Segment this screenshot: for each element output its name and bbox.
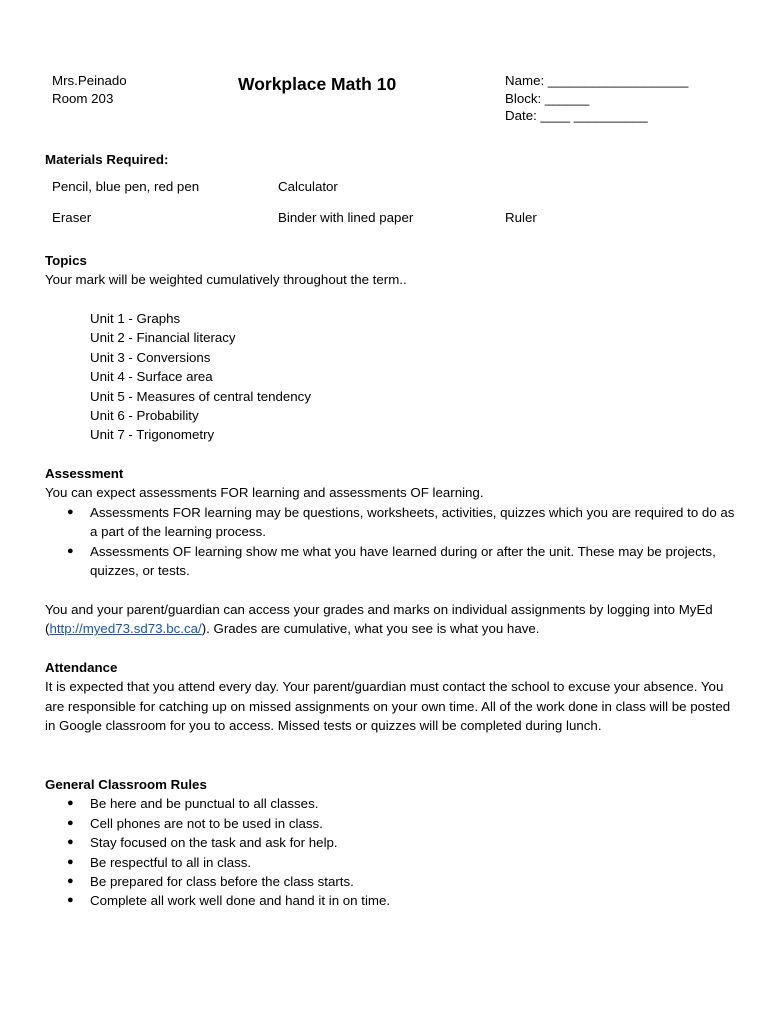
bullet-text: Assessments OF learning show me what you have learned during or after the unit. These may be projects, quizzes, or tests. xyxy=(90,543,716,579)
page-title: Workplace Math 10 xyxy=(238,74,397,94)
attendance-text: It is expected that you attend every day. Your parent/guardian must contact the school to excuse your absence. You are responsible for catching up on missed assignments on your own time. All of the work done in class will be posted in Google classroom for you to access. Missed tests or quizzes will be completed during lunch. xyxy=(45,679,731,734)
rule-text: Cell phones are not to be used in class. xyxy=(90,815,323,831)
materials-table xyxy=(52,177,752,239)
bullet-icon: ● xyxy=(67,816,74,829)
topics-section xyxy=(45,251,735,290)
teacher-name: Mrs.Peinado xyxy=(52,73,127,88)
assessment-section xyxy=(45,464,735,580)
list-item xyxy=(45,794,735,813)
unit-list xyxy=(90,309,311,445)
block-line: Block: ______ xyxy=(505,90,590,106)
teacher-info xyxy=(52,72,127,107)
bullet-icon: ● xyxy=(67,544,74,557)
rules-section xyxy=(45,775,735,911)
bullet-icon: ● xyxy=(67,505,74,518)
assessment-heading: Assessment xyxy=(45,466,124,481)
materials-heading: Materials Required: xyxy=(45,152,169,167)
list-item: Unit 3 - Conversions xyxy=(90,349,211,365)
list-item: Unit 1 - Graphs xyxy=(90,311,181,326)
materials-row xyxy=(52,208,752,239)
rule-text: Complete all work well done and hand it in on time. xyxy=(90,893,391,909)
bullet-icon: ● xyxy=(67,797,74,810)
rule-text: Be here and be punctual to all classes. xyxy=(90,796,319,812)
rule-text: Be respectful to all in class. xyxy=(90,854,252,870)
student-info xyxy=(505,72,688,125)
myed-link[interactable]: http://myed73.sd73.bc.ca/ xyxy=(49,621,202,637)
materials-cell: Ruler xyxy=(505,210,537,225)
grades-paragraph xyxy=(45,600,735,639)
list-item: Unit 4 - Surface area xyxy=(90,369,213,385)
topics-heading: Topics xyxy=(45,253,87,268)
name-line: Name: ___________________ xyxy=(505,73,689,88)
list-item xyxy=(45,853,735,872)
list-item xyxy=(45,872,735,891)
rules-heading: General Classroom Rules xyxy=(45,777,207,792)
grades-text-before: You and your parent/guardian can access your grades and marks on individual assignments by logging into MyEd ( xyxy=(45,602,713,637)
list-item xyxy=(45,833,735,852)
attendance-heading: Attendance xyxy=(45,660,118,675)
list-item xyxy=(45,814,735,833)
assessment-intro: You can expect assessments FOR learning and assessments OF learning. xyxy=(45,485,484,501)
list-item: Unit 6 - Probability xyxy=(90,408,199,424)
list-item xyxy=(45,891,735,910)
list-item xyxy=(45,542,735,581)
topics-intro: Your mark will be weighted cumulatively throughout the term.. xyxy=(45,272,407,288)
bullet-text: Assessments FOR learning may be questions, worksheets, activities, quizzes which you are required to do as a part of the learning process. xyxy=(90,504,735,540)
grades-text-after: ). Grades are cumulative, what you see is what you have. xyxy=(201,621,540,637)
bullet-icon: ● xyxy=(67,855,74,868)
materials-cell: Pencil, blue pen, red pen xyxy=(52,179,200,194)
materials-cell: Eraser xyxy=(52,210,92,225)
list-item xyxy=(45,503,735,542)
room-number: Room 203 xyxy=(52,90,114,106)
materials-cell: Binder with lined paper xyxy=(278,210,414,225)
attendance-section xyxy=(45,658,735,736)
materials-row xyxy=(52,177,752,208)
rule-text: Be prepared for class before the class starts. xyxy=(90,874,354,890)
rules-list xyxy=(45,794,735,910)
list-item: Unit 5 - Measures of central tendency xyxy=(90,388,311,404)
date-line: Date: ____ __________ xyxy=(505,108,648,123)
bullet-icon: ● xyxy=(67,836,74,849)
list-item: Unit 7 - Trigonometry xyxy=(90,427,215,443)
assessment-bullets xyxy=(45,503,735,581)
rule-text: Stay focused on the task and ask for help. xyxy=(90,835,338,851)
bullet-icon: ● xyxy=(67,894,74,907)
materials-cell: Calculator xyxy=(278,179,338,194)
list-item: Unit 2 - Financial literacy xyxy=(90,330,236,346)
bullet-icon: ● xyxy=(67,875,74,888)
